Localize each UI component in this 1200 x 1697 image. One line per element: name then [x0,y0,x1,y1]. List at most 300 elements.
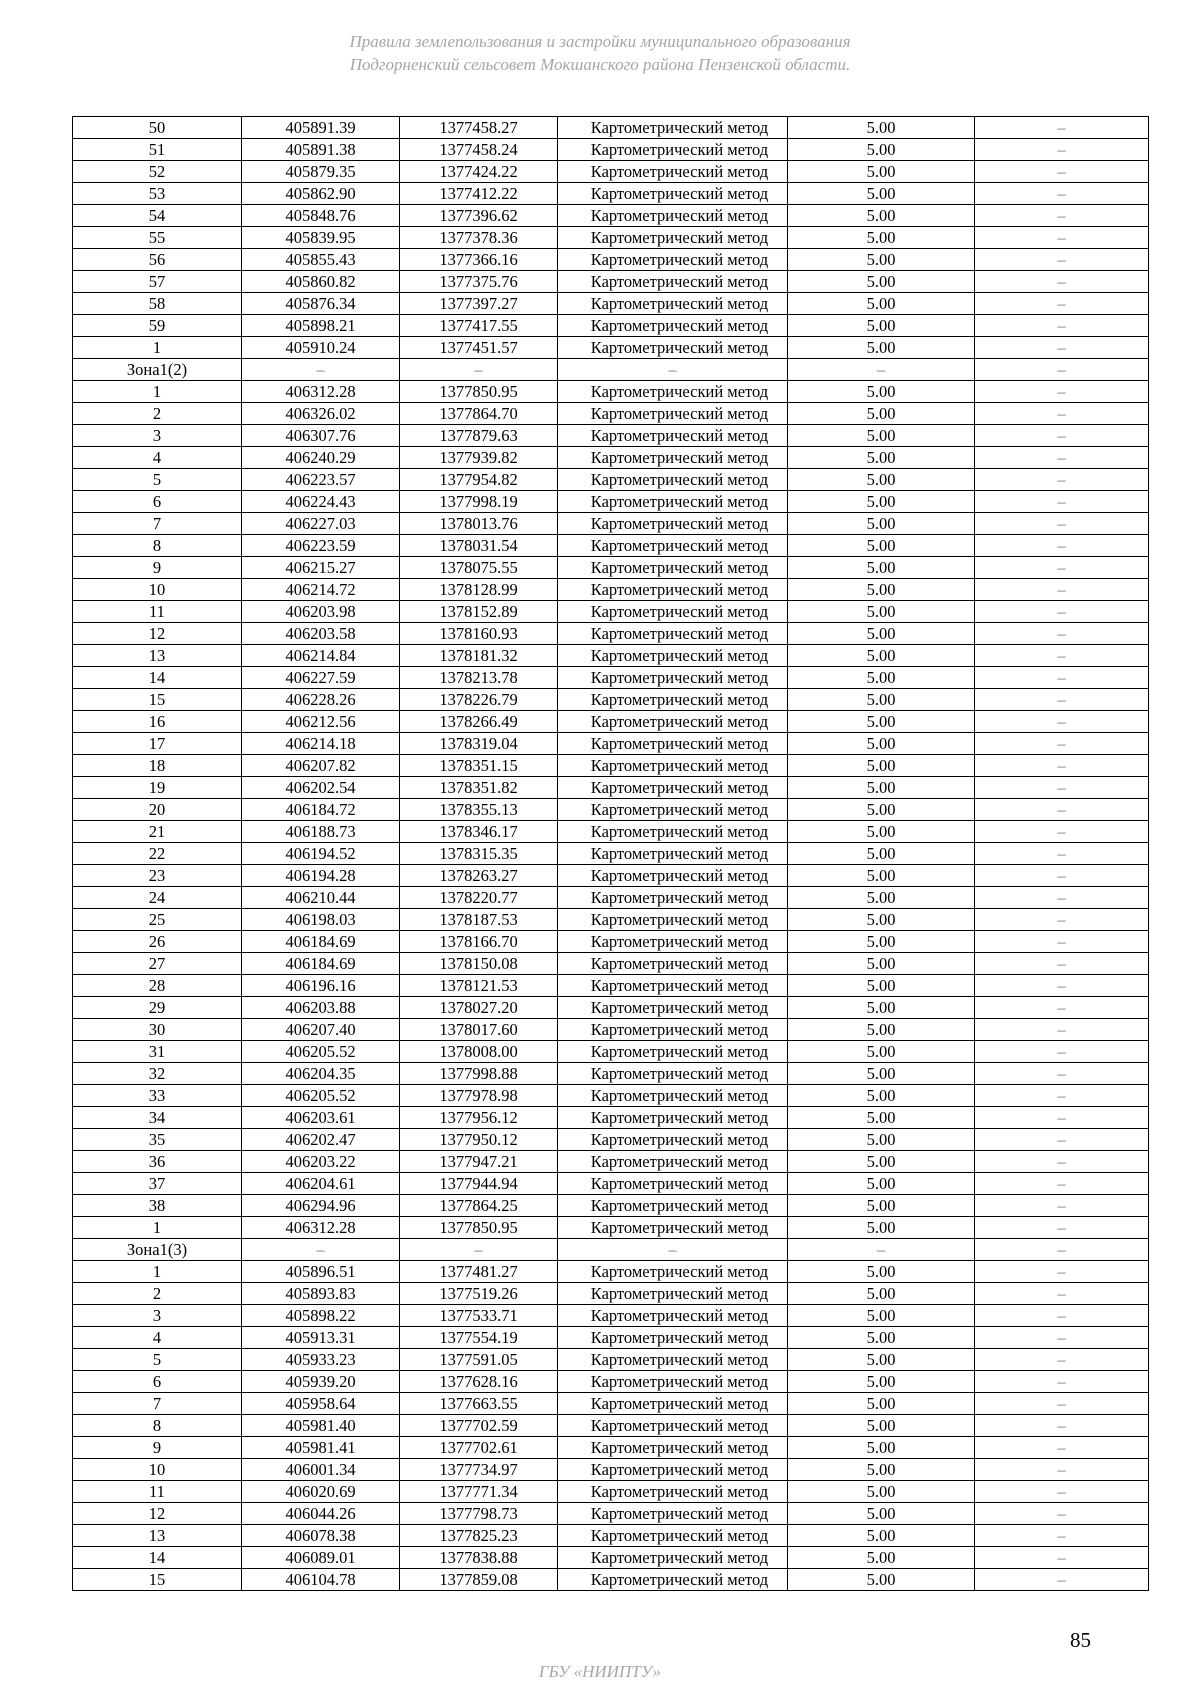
table-row [73,1393,1149,1415]
x-coordinate-cell: 405898.22 [242,1305,400,1327]
point-number-cell: 12 [73,1503,242,1525]
table-row [73,403,1149,425]
method-cell: Картометрический метод [558,337,788,359]
y-coordinate-cell: 1377663.55 [400,1393,558,1415]
method-cell: Картометрический метод [558,1085,788,1107]
point-number-cell: 14 [73,1547,242,1569]
y-coordinate-cell: 1377554.19 [400,1327,558,1349]
table-row [73,755,1149,777]
description-cell: – [975,1393,1149,1415]
x-coordinate-cell: 406224.43 [242,491,400,513]
accuracy-cell: 5.00 [788,557,975,579]
method-cell: Картометрический метод [558,887,788,909]
description-cell: – [975,711,1149,733]
point-number-cell: 52 [73,161,242,183]
table-row [73,667,1149,689]
table-row [73,1041,1149,1063]
x-coordinate-cell: 406223.59 [242,535,400,557]
x-coordinate-cell: 406089.01 [242,1547,400,1569]
point-number-cell: 53 [73,183,242,205]
accuracy-cell: 5.00 [788,447,975,469]
x-coordinate-cell: 405855.43 [242,249,400,271]
description-cell: – [975,359,1149,381]
y-coordinate-cell: 1378008.00 [400,1041,558,1063]
accuracy-cell: 5.00 [788,469,975,491]
point-number-cell: 11 [73,1481,242,1503]
point-number-cell: 13 [73,1525,242,1547]
zone-header-row [73,1239,1149,1261]
point-number-cell: 38 [73,1195,242,1217]
point-number-cell: 2 [73,1283,242,1305]
table-row [73,469,1149,491]
method-cell: – [558,1239,788,1261]
table-row [73,711,1149,733]
point-number-cell: 15 [73,1569,242,1591]
table-row [73,425,1149,447]
x-coordinate-cell: 405891.38 [242,139,400,161]
accuracy-cell: 5.00 [788,755,975,777]
accuracy-cell: 5.00 [788,1305,975,1327]
page-footer: ГБУ «НИИПТУ» [538,1662,662,1681]
x-coordinate-cell: 406184.69 [242,931,400,953]
accuracy-cell: 5.00 [788,227,975,249]
table-row [73,865,1149,887]
method-cell: Картометрический метод [558,513,788,535]
table-row [73,1459,1149,1481]
table-row [73,777,1149,799]
point-number-cell: 12 [73,623,242,645]
y-coordinate-cell: 1377481.27 [400,1261,558,1283]
description-cell: – [975,447,1149,469]
header-line-1: Правила землепользования и застройки муниципального образования [349,32,851,51]
y-coordinate-cell: 1378315.35 [400,843,558,865]
table-row [73,1305,1149,1327]
table-row [73,1415,1149,1437]
x-coordinate-cell: 406214.18 [242,733,400,755]
description-cell: – [975,887,1149,909]
y-coordinate-cell: 1377519.26 [400,1283,558,1305]
x-coordinate-cell: 406223.57 [242,469,400,491]
accuracy-cell: 5.00 [788,249,975,271]
y-coordinate-cell: – [400,359,558,381]
point-number-cell: 4 [73,1327,242,1349]
description-cell: – [975,271,1149,293]
table-row [73,601,1149,623]
table-row [73,1503,1149,1525]
accuracy-cell: 5.00 [788,425,975,447]
x-coordinate-cell: 405981.41 [242,1437,400,1459]
x-coordinate-cell: 406184.69 [242,953,400,975]
y-coordinate-cell: 1378031.54 [400,535,558,557]
y-coordinate-cell: 1378220.77 [400,887,558,909]
table-row [73,1371,1149,1393]
method-cell: Картометрический метод [558,403,788,425]
y-coordinate-cell: 1377825.23 [400,1525,558,1547]
table-row [73,1327,1149,1349]
x-coordinate-cell: 406188.73 [242,821,400,843]
y-coordinate-cell: 1377702.59 [400,1415,558,1437]
y-coordinate-cell: 1378266.49 [400,711,558,733]
y-coordinate-cell: 1377417.55 [400,315,558,337]
method-cell: Картометрический метод [558,271,788,293]
point-number-cell: Зона1(3) [73,1239,242,1261]
method-cell: Картометрический метод [558,1569,788,1591]
y-coordinate-cell: 1377950.12 [400,1129,558,1151]
x-coordinate-cell: 406203.98 [242,601,400,623]
description-cell: – [975,689,1149,711]
accuracy-cell: 5.00 [788,403,975,425]
y-coordinate-cell: 1377947.21 [400,1151,558,1173]
x-coordinate-cell: 406184.72 [242,799,400,821]
x-coordinate-cell: 406203.61 [242,1107,400,1129]
accuracy-cell: 5.00 [788,535,975,557]
accuracy-cell: 5.00 [788,1019,975,1041]
y-coordinate-cell: 1377412.22 [400,183,558,205]
table-row [73,1063,1149,1085]
x-coordinate-cell: 406203.22 [242,1151,400,1173]
x-coordinate-cell: 406001.34 [242,1459,400,1481]
accuracy-cell: 5.00 [788,997,975,1019]
description-cell: – [975,403,1149,425]
table-row [73,205,1149,227]
point-number-cell: 5 [73,1349,242,1371]
point-number-cell: 29 [73,997,242,1019]
table-row [73,1085,1149,1107]
x-coordinate-cell: 406203.88 [242,997,400,1019]
point-number-cell: 21 [73,821,242,843]
description-cell: – [975,1063,1149,1085]
description-cell: – [975,909,1149,931]
coordinates-table-body [73,117,1149,1591]
x-coordinate-cell: 406307.76 [242,425,400,447]
x-coordinate-cell: 405913.31 [242,1327,400,1349]
table-row [73,1349,1149,1371]
y-coordinate-cell: 1377939.82 [400,447,558,469]
y-coordinate-cell: 1378226.79 [400,689,558,711]
y-coordinate-cell: 1377998.88 [400,1063,558,1085]
method-cell: Картометрический метод [558,1305,788,1327]
x-coordinate-cell: 405933.23 [242,1349,400,1371]
table-row [73,689,1149,711]
accuracy-cell: 5.00 [788,1063,975,1085]
accuracy-cell: 5.00 [788,1481,975,1503]
method-cell: Картометрический метод [558,579,788,601]
x-coordinate-cell: 406210.44 [242,887,400,909]
point-number-cell: 14 [73,667,242,689]
zone-header-row [73,359,1149,381]
table-row [73,1261,1149,1283]
table-row [73,997,1149,1019]
point-number-cell: 58 [73,293,242,315]
accuracy-cell: 5.00 [788,843,975,865]
x-coordinate-cell: 405848.76 [242,205,400,227]
description-cell: – [975,139,1149,161]
accuracy-cell: 5.00 [788,887,975,909]
y-coordinate-cell: 1377533.71 [400,1305,558,1327]
x-coordinate-cell: 405958.64 [242,1393,400,1415]
x-coordinate-cell: – [242,359,400,381]
accuracy-cell: 5.00 [788,1217,975,1239]
page-header [0,30,1200,76]
accuracy-cell: 5.00 [788,1437,975,1459]
accuracy-cell: 5.00 [788,491,975,513]
table-row [73,139,1149,161]
table-row [73,733,1149,755]
y-coordinate-cell: 1377366.16 [400,249,558,271]
method-cell: Картометрический метод [558,645,788,667]
point-number-cell: 7 [73,1393,242,1415]
accuracy-cell: 5.00 [788,579,975,601]
y-coordinate-cell: 1377998.19 [400,491,558,513]
point-number-cell: 2 [73,403,242,425]
method-cell: Картометрический метод [558,1437,788,1459]
table-row [73,953,1149,975]
method-cell: Картометрический метод [558,293,788,315]
point-number-cell: 26 [73,931,242,953]
y-coordinate-cell: 1378263.27 [400,865,558,887]
x-coordinate-cell: 406214.72 [242,579,400,601]
description-cell: – [975,1437,1149,1459]
page-number: 85 [1070,1628,1091,1652]
x-coordinate-cell: 406214.84 [242,645,400,667]
point-number-cell: 36 [73,1151,242,1173]
y-coordinate-cell: 1377458.24 [400,139,558,161]
x-coordinate-cell: 405862.90 [242,183,400,205]
x-coordinate-cell: 406104.78 [242,1569,400,1591]
description-cell: – [975,117,1149,139]
point-number-cell: 10 [73,1459,242,1481]
accuracy-cell: 5.00 [788,315,975,337]
description-cell: – [975,1261,1149,1283]
method-cell: Картометрический метод [558,711,788,733]
table-row [73,491,1149,513]
point-number-cell: 34 [73,1107,242,1129]
method-cell: Картометрический метод [558,1041,788,1063]
y-coordinate-cell: 1377879.63 [400,425,558,447]
description-cell: – [975,799,1149,821]
method-cell: Картометрический метод [558,1063,788,1085]
description-cell: – [975,1283,1149,1305]
point-number-cell: 9 [73,1437,242,1459]
x-coordinate-cell: 406205.52 [242,1085,400,1107]
method-cell: Картометрический метод [558,557,788,579]
method-cell: Картометрический метод [558,1371,788,1393]
y-coordinate-cell: 1378166.70 [400,931,558,953]
x-coordinate-cell: 406207.82 [242,755,400,777]
method-cell: Картометрический метод [558,1547,788,1569]
table-row [73,1481,1149,1503]
table-row [73,1437,1149,1459]
y-coordinate-cell: 1378027.20 [400,997,558,1019]
point-number-cell: 20 [73,799,242,821]
table-row [73,1019,1149,1041]
accuracy-cell: 5.00 [788,1261,975,1283]
y-coordinate-cell: 1378213.78 [400,667,558,689]
description-cell: – [975,579,1149,601]
description-cell: – [975,1547,1149,1569]
method-cell: Картометрический метод [558,205,788,227]
y-coordinate-cell: 1377702.61 [400,1437,558,1459]
x-coordinate-cell: 406204.61 [242,1173,400,1195]
y-coordinate-cell: 1377397.27 [400,293,558,315]
accuracy-cell: 5.00 [788,293,975,315]
point-number-cell: 33 [73,1085,242,1107]
description-cell: – [975,381,1149,403]
accuracy-cell: 5.00 [788,931,975,953]
point-number-cell: 4 [73,447,242,469]
point-number-cell: 8 [73,1415,242,1437]
method-cell: Картометрический метод [558,909,788,931]
accuracy-cell: 5.00 [788,513,975,535]
table-row [73,117,1149,139]
description-cell: – [975,425,1149,447]
method-cell: Картометрический метод [558,1459,788,1481]
table-row [73,535,1149,557]
description-cell: – [975,535,1149,557]
description-cell: – [975,667,1149,689]
method-cell: Картометрический метод [558,381,788,403]
point-number-cell: 3 [73,425,242,447]
description-cell: – [975,1569,1149,1591]
header-line-2: Подгорненский сельсовет Мокшанского района Пензенской области. [349,55,851,74]
table-row [73,843,1149,865]
table-row [73,1129,1149,1151]
y-coordinate-cell: 1377838.88 [400,1547,558,1569]
x-coordinate-cell: – [242,1239,400,1261]
accuracy-cell: 5.00 [788,601,975,623]
y-coordinate-cell: 1378013.76 [400,513,558,535]
x-coordinate-cell: 405981.40 [242,1415,400,1437]
y-coordinate-cell: 1378160.93 [400,623,558,645]
point-number-cell: 50 [73,117,242,139]
method-cell: Картометрический метод [558,667,788,689]
table-row [73,1217,1149,1239]
accuracy-cell: 5.00 [788,139,975,161]
accuracy-cell: 5.00 [788,1151,975,1173]
accuracy-cell: 5.00 [788,381,975,403]
accuracy-cell: 5.00 [788,711,975,733]
accuracy-cell: 5.00 [788,161,975,183]
method-cell: Картометрический метод [558,755,788,777]
y-coordinate-cell: 1377798.73 [400,1503,558,1525]
description-cell: – [975,1327,1149,1349]
point-number-cell: Зона1(2) [73,359,242,381]
point-number-cell: 54 [73,205,242,227]
x-coordinate-cell: 406198.03 [242,909,400,931]
accuracy-cell: 5.00 [788,117,975,139]
x-coordinate-cell: 405896.51 [242,1261,400,1283]
method-cell: Картометрический метод [558,843,788,865]
description-cell: – [975,931,1149,953]
accuracy-cell: 5.00 [788,1041,975,1063]
description-cell: – [975,1503,1149,1525]
accuracy-cell: 5.00 [788,689,975,711]
x-coordinate-cell: 406196.16 [242,975,400,997]
description-cell: – [975,1041,1149,1063]
description-cell: – [975,821,1149,843]
x-coordinate-cell: 406078.38 [242,1525,400,1547]
method-cell: Картометрический метод [558,1129,788,1151]
point-number-cell: 6 [73,1371,242,1393]
point-number-cell: 35 [73,1129,242,1151]
point-number-cell: 32 [73,1063,242,1085]
y-coordinate-cell: 1378152.89 [400,601,558,623]
description-cell: – [975,623,1149,645]
table-row [73,1195,1149,1217]
x-coordinate-cell: 405891.39 [242,117,400,139]
description-cell: – [975,1129,1149,1151]
point-number-cell: 1 [73,337,242,359]
point-number-cell: 51 [73,139,242,161]
y-coordinate-cell: 1377850.95 [400,1217,558,1239]
y-coordinate-cell: 1378017.60 [400,1019,558,1041]
y-coordinate-cell: 1377451.57 [400,337,558,359]
description-cell: – [975,227,1149,249]
table-row [73,623,1149,645]
x-coordinate-cell: 405860.82 [242,271,400,293]
accuracy-cell: 5.00 [788,1393,975,1415]
y-coordinate-cell: 1378319.04 [400,733,558,755]
table-row [73,337,1149,359]
accuracy-cell: 5.00 [788,645,975,667]
x-coordinate-cell: 405879.35 [242,161,400,183]
table-row [73,1283,1149,1305]
description-cell: – [975,161,1149,183]
method-cell: Картометрический метод [558,469,788,491]
y-coordinate-cell: 1377864.70 [400,403,558,425]
description-cell: – [975,293,1149,315]
description-cell: – [975,777,1149,799]
accuracy-cell: 5.00 [788,1569,975,1591]
method-cell: Картометрический метод [558,183,788,205]
method-cell: Картометрический метод [558,799,788,821]
x-coordinate-cell: 406294.96 [242,1195,400,1217]
point-number-cell: 8 [73,535,242,557]
point-number-cell: 11 [73,601,242,623]
description-cell: – [975,733,1149,755]
x-coordinate-cell: 406020.69 [242,1481,400,1503]
method-cell: Картометрический метод [558,425,788,447]
y-coordinate-cell: 1377458.27 [400,117,558,139]
point-number-cell: 16 [73,711,242,733]
point-number-cell: 24 [73,887,242,909]
method-cell: Картометрический метод [558,161,788,183]
description-cell: – [975,1415,1149,1437]
point-number-cell: 10 [73,579,242,601]
point-number-cell: 15 [73,689,242,711]
point-number-cell: 55 [73,227,242,249]
accuracy-cell: 5.00 [788,1283,975,1305]
x-coordinate-cell: 406207.40 [242,1019,400,1041]
accuracy-cell: 5.00 [788,1173,975,1195]
y-coordinate-cell: 1377375.76 [400,271,558,293]
point-number-cell: 23 [73,865,242,887]
description-cell: – [975,1151,1149,1173]
y-coordinate-cell: 1378128.99 [400,579,558,601]
x-coordinate-cell: 406205.52 [242,1041,400,1063]
accuracy-cell: 5.00 [788,865,975,887]
method-cell: Картометрический метод [558,1481,788,1503]
y-coordinate-cell: 1378351.82 [400,777,558,799]
point-number-cell: 22 [73,843,242,865]
point-number-cell: 31 [73,1041,242,1063]
method-cell: Картометрический метод [558,777,788,799]
accuracy-cell: 5.00 [788,1195,975,1217]
description-cell: – [975,1019,1149,1041]
y-coordinate-cell: 1378355.13 [400,799,558,821]
table-row [73,1107,1149,1129]
y-coordinate-cell: 1377864.25 [400,1195,558,1217]
